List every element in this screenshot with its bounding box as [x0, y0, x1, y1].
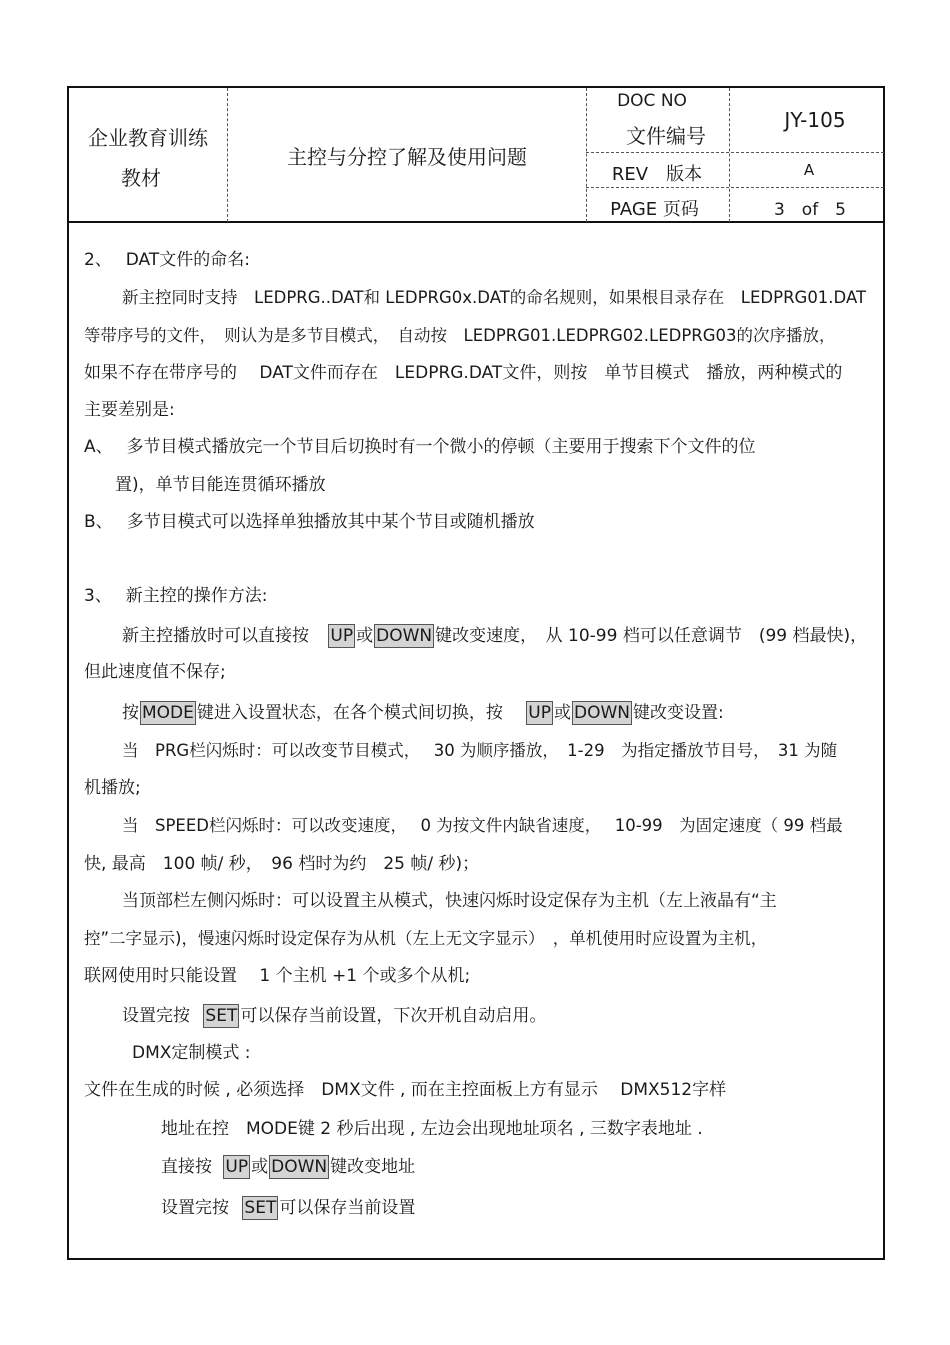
paragraph-line: 如果不存在带序号的 DAT文件而存在 LEDPRG.DAT文件，则按 单节目模式 播放，两种模式的 [84, 363, 843, 383]
paragraph-line: 当 PRG栏闪烁时：可以改变节目模式， 30 为顺序播放， 1-29 为指定播放节目号， 31 为随 [122, 741, 838, 760]
text-run: 或 [251, 1157, 269, 1177]
subsection-heading: DMX定制模式 : [132, 1043, 251, 1063]
paragraph-line: 当 SPEED栏闪烁时：可以改变速度， 0 为按文件内缺省速度， 10-99 为固定速度（ 99 档最 [122, 816, 843, 835]
section-heading: 2、 DAT文件的命名: [84, 250, 250, 270]
doc-no-label-cn: 文件编号 [626, 124, 706, 148]
org-name-line2: 教材 [121, 166, 161, 190]
list-item: A、 多节目模式播放完一个节目后切换时有一个微小的停顿（主要用于搜索下个文件的位 [84, 437, 756, 457]
down-key-label: DOWN [271, 1157, 328, 1177]
paragraph-line [122, 624, 867, 648]
paragraph-line: 地址在控 MODE键 2 秒后出现 , 左边会出现地址项名 , 三数字表地址 . [161, 1119, 703, 1139]
text-run: 键进入设置状态，在各个模式间切换，按 [196, 703, 503, 723]
rev-label: REV 版本 [611, 164, 703, 185]
header-divider [586, 187, 884, 188]
paragraph-line [122, 1004, 546, 1028]
page-value: 3 of 5 [773, 200, 847, 220]
text-run: 可以保存当前设置，下次开机自动启用。 [240, 1006, 547, 1026]
header-divider [586, 152, 884, 153]
text-run: 新主控播放时可以直接按 [122, 626, 309, 646]
text-run: 键改变地址 [330, 1157, 416, 1177]
text-run: 设置完按 [122, 1006, 190, 1026]
paragraph-line: 控”二字显示)，慢速闪烁时设定保存为从机（左上无文字显示） ，单机使用时应设置为主机， [84, 929, 768, 948]
up-key-label: UP [225, 1157, 249, 1177]
text-run: 设置完按 [161, 1198, 229, 1218]
paragraph-line: 等带序号的文件， 则认为是多节目模式， 自动按 LEDPRG01.LEDPRG02.LEDPRG03的次序播放， [84, 326, 836, 345]
mode-key-label: MODE [142, 703, 194, 723]
section-heading: 3、 新主控的操作方法: [84, 586, 268, 606]
set-key-label: SET [244, 1198, 277, 1218]
text-run: 或 [356, 626, 374, 646]
list-item: B、 多节目模式可以选择单独播放其中某个节目或随机播放 [84, 512, 535, 532]
text-run: 键改变速度， 从 10-99 档可以任意调节 (99 档最快)， [435, 626, 868, 646]
text-run: 按 [122, 703, 139, 723]
paragraph-line: 机播放; [84, 778, 141, 798]
set-key-label: SET [205, 1006, 238, 1026]
text-run: 可以保存当前设置 [279, 1198, 416, 1218]
page-label: PAGE 页码 [610, 199, 699, 220]
text-run: 键改变设置: [633, 703, 724, 723]
paragraph-line: 联网使用时只能设置 1 个主机 +1 个或多个从机; [84, 966, 471, 986]
paragraph-line: 文件在生成的时候 , 必须选择 DMX文件 , 而在主控面板上方有显示 DMX512字样 [84, 1080, 727, 1100]
document-title: 主控与分控了解及使用问题 [287, 145, 527, 169]
paragraph-line [122, 701, 724, 725]
doc-no-value: JY-105 [784, 108, 846, 132]
paragraph-line [161, 1155, 415, 1179]
paragraph-line: 主要差别是: [84, 400, 175, 420]
text-run: 直接按 [161, 1157, 212, 1177]
paragraph-line: 快, 最高 100 帧/ 秒， 96 档时为约 25 帧/ 秒)； [84, 854, 480, 874]
down-key-label: DOWN [376, 626, 433, 646]
rev-value: A [803, 161, 815, 179]
down-key-label: DOWN [574, 703, 630, 723]
list-item-continuation: 置)，单节目能连贯循环播放 [115, 475, 326, 495]
up-key-label: UP [528, 703, 551, 723]
up-key-label: UP [330, 626, 354, 646]
paragraph-line [161, 1196, 415, 1220]
text-run: 或 [554, 703, 571, 723]
paragraph-line: 当顶部栏左侧闪烁时：可以设置主从模式，快速闪烁时设定保存为主机（左上液晶有“主 [122, 891, 777, 911]
doc-no-label-en: DOC NO [617, 91, 687, 111]
paragraph-line: 新主控同时支持 LEDPRG..DAT和 LEDPRG0x.DAT的命名规则，如果根目录存在 LEDPRG01.DAT [122, 288, 867, 307]
paragraph-line: 但此速度值不保存; [84, 662, 226, 682]
org-name-line1: 企业教育训练 [88, 126, 208, 150]
